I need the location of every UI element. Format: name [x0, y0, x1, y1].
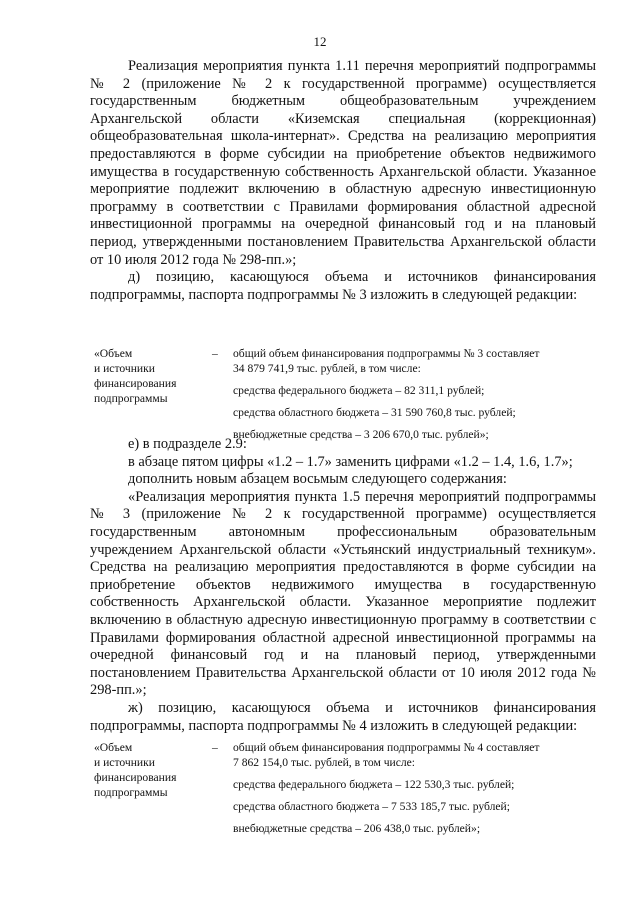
passport-total-amount: 7 862 154,0 тыс. рублей, в том числе:	[233, 756, 416, 769]
passport-total-line: общий объем финансирования подпрограммы № 3 составляет	[233, 347, 540, 360]
paragraph-replace-figures: в абзаце пятом цифры «1.2 – 1.7» заменить цифрами «1.2 – 1.4, 1.6, 1.7»;	[128, 453, 573, 470]
passport-values	[233, 740, 593, 836]
paragraph-add-eighth: дополнить новым абзацем восьмым следующего содержания:	[128, 471, 507, 488]
passport-label-line: «Объем	[94, 347, 133, 360]
passport-regional-budget: средства областного бюджета – 31 590 760,8 тыс. рублей;	[233, 406, 516, 419]
passport-label-line: подпрограммы	[94, 392, 168, 405]
page-number: 12	[313, 34, 327, 49]
passport-total-amount: 34 879 741,9 тыс. рублей, в том числе:	[233, 362, 421, 375]
paragraph-item-zh: ж) позицию, касающуюся объема и источников финансирования подпрограммы, паспорта подпрограммы № 4 изложить в следующей редакции:	[90, 699, 596, 734]
passport-total-line: общий объем финансирования подпрограммы № 4 составляет	[233, 741, 540, 754]
passport-label-line: финансирования	[94, 377, 177, 390]
paragraph-implementation-1-11: Реализация мероприятия пункта 1.11 перечня мероприятий подпрограммы № 2 (приложение № 2 к государственной программе) осуществляется государственным бюджетным общеобразовательным учреждением Архангельской области «Киземская специальная (коррекционная) общеобразовательная школа-интернат». Средства на реализацию мероприятия предоставляются в форме субсидии на приобретение объектов недвижимого имущества в государственную собственность Архангельской области. Указанное мероприятие подлежит включению в областную адресную инвестиционную программу в соответствии с Правилами формирования областной адресной инвестиционной программы на очередной финансовый год и на плановый период, утвержденными постановлением Правительства Архангельской области от 10 июля 2012 года № 298-пп.»;	[90, 58, 596, 268]
passport-values	[233, 346, 593, 442]
text-block-1	[90, 58, 596, 304]
passport-label-line: и источники	[94, 362, 155, 375]
passport-dash: –	[212, 741, 218, 754]
passport-extrabudgetary: внебюджетные средства – 206 438,0 тыс. рублей»;	[233, 822, 481, 835]
passport-label	[94, 740, 204, 800]
passport-extrabudgetary: внебюджетные средства – 3 206 670,0 тыс. рублей»;	[233, 428, 489, 441]
passport-label-line: подпрограммы	[94, 786, 168, 799]
paragraph-item-d: д) позицию, касающуюся объема и источников финансирования подпрограммы, паспорта подпрограммы № 3 изложить в следующей редакции:	[90, 269, 596, 303]
passport-label-line: финансирования	[94, 771, 177, 784]
passport-label-line: и источники	[94, 756, 155, 769]
passport-federal-budget: средства федерального бюджета – 82 311,1 рублей;	[233, 384, 485, 397]
passport-regional-budget: средства областного бюджета – 7 533 185,7 тыс. рублей;	[233, 800, 510, 813]
paragraph-item-e: е) в подразделе 2.9:	[128, 436, 247, 452]
passport-dash: –	[212, 347, 218, 360]
passport-label-line: «Объем	[94, 741, 133, 754]
passport-federal-budget: средства федерального бюджета – 122 530,3 тыс. рублей;	[233, 778, 515, 791]
text-block-2	[90, 436, 596, 735]
passport-label	[94, 346, 204, 406]
paragraph-implementation-1-5: «Реализация мероприятия пункта 1.5 перечня мероприятий подпрограммы № 3 (приложение № 2 к государственной программе) осуществляется государственным автономным профессиональным образовательным учреждением Архангельской области «Устьянский индустриальный техникум». Средства на реализацию мероприятия предоставляются в форме субсидии на приобретение объектов недвижимого имущества в государственную собственность Архангельской области. Указанное мероприятие подлежит включению в областную адресную инвестиционную программу в соответствии с Правилами формирования областной адресной инвестиционной программы на очередной финансовый год и на плановый период, утвержденными постановлением Правительства Архангельской области от 10 июля 2012 года № 298-пп.»;	[90, 488, 596, 699]
